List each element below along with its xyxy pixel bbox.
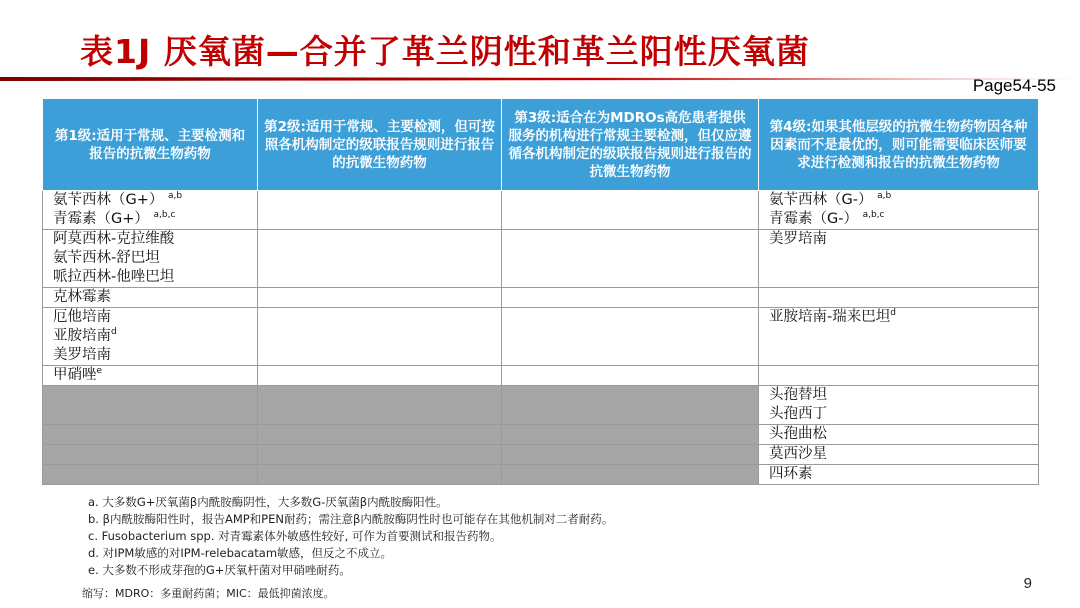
tier4-cell [759,308,1039,366]
grey-cell [502,445,759,465]
grey-cell [43,445,258,465]
tier3-header: 第3级:适合在为MDROs高危患者提供服务的机构进行常规主要检测，但仅应遵循各机构制定的级联报告规则进行报告的抗微生物药物 [502,99,759,191]
grey-cell [502,386,759,425]
tier4-cell [759,230,1039,288]
table-row [43,366,1039,386]
tier4-cell [759,465,1039,485]
tier3-cell [502,191,759,230]
tier2-header: 第2级:适用于常规、主要检测，但可按照各机构制定的级联报告规则进行报告的抗微生物药物 [258,99,502,191]
footnote-c: c. Fusobacterium spp. 对青霉素体外敏感性较好, 可作为首要测试和报告药物。 [88,529,502,543]
grey-cell [502,425,759,445]
drug-entry: 青霉素（G-） $^{a,b,c}$ [769,210,885,227]
page-reference: Page54-55 [972,76,1056,95]
footnote-d: d. 对IPM敏感的对IPM-relebacatam敏感，但反之不成立。 [88,546,393,560]
drug-entry: 甲硝唑$^e$ [53,366,103,383]
tier4-cell [759,445,1039,465]
tier3-cell [502,308,759,366]
tier2-cell [258,191,502,230]
table-row [43,230,1039,288]
footnote-b: b. β内酰胺酶阳性时，报告AMP和PEN耐药；需注意β内酰胺酶阴性时也可能存在其他机制对二者耐药。 [88,512,614,526]
drug-entry: 青霉素（G+） $^{a,b,c}$ [53,210,176,227]
footnotes [88,494,613,579]
tier1-cell [43,366,258,386]
title-underline [0,76,1080,82]
grey-cell [258,386,502,425]
table-row-grey [43,445,1039,465]
grey-cell [258,445,502,465]
drug-entry: 氨苄西林（G+） $^{a,b}$ [53,191,183,208]
drug-entry: 美罗培南 [53,347,111,363]
table-row [43,288,1039,308]
tier2-cell [258,308,502,366]
tier1-cell [43,191,258,230]
tier4-cell [759,386,1039,425]
grey-cell [43,425,258,445]
grey-cell [502,465,759,485]
grey-cell [258,465,502,485]
slide-title: 表1J 厌氧菌—合并了革兰阴性和革兰阳性厌氧菌 [80,32,810,71]
drug-entry: 哌拉西林-他唑巴坦 [53,269,175,285]
antimicrobial-tier-table [42,98,1039,485]
drug-entry: 克林霉素 [53,289,111,305]
tier3-cell [502,230,759,288]
footnote-a: a. 大多数G+厌氧菌β内酰胺酶阴性，大多数G-厌氧菌β内酰胺酶阳性。 [88,495,448,509]
drug-entry: 亚胺培南$^d$ [53,327,117,344]
table-row-grey [43,425,1039,445]
footnote-e: e. 大多数不形成芽孢的G+厌氧杆菌对甲硝唑耐药。 [88,563,351,577]
tier2-cell [258,230,502,288]
table-header-row [43,99,1039,191]
page-number: 9 [1023,575,1032,592]
tier1-cell [43,288,258,308]
tier3-cell [502,366,759,386]
table-row [43,191,1039,230]
grey-cell [43,465,258,485]
grey-cell [258,425,502,445]
drug-entry: 阿莫西林-克拉维酸 [53,231,175,247]
drug-entry: 亚胺培南-瑞来巴坦$^d$ [769,308,896,325]
drug-entry: 氨苄西林（G-） $^{a,b}$ [769,191,892,208]
drug-entry: 美罗培南 [769,231,827,247]
table-row-grey [43,386,1039,425]
tier2-cell [258,288,502,308]
drug-entry: 莫西沙星 [769,446,827,462]
tier1-header: 第1级:适用于常规、主要检测和报告的抗微生物药物 [43,99,258,191]
drug-entry: 头孢替坦 [769,387,827,403]
tier4-cell [759,191,1039,230]
grey-cell [43,386,258,425]
tier4-header: 第4级:如果其他层级的抗微生物药物因各种因素而不是最优的，则可能需要临床医师要求进行检测和报告的抗微生物药物 [759,99,1039,191]
abbreviation-note: 缩写：MDRO：多重耐药菌；MIC：最低抑菌浓度。 [82,587,335,600]
tier1-cell [43,230,258,288]
drug-entry: 头孢西丁 [769,406,827,422]
table-row [43,308,1039,366]
tier1-cell [43,308,258,366]
tier4-cell [759,425,1039,445]
table-row-grey [43,465,1039,485]
drug-entry: 头孢曲松 [769,426,827,442]
drug-entry: 厄他培南 [53,309,111,325]
tier4-cell [759,288,1039,308]
tier3-cell [502,288,759,308]
drug-entry: 氨苄西林-舒巴坦 [53,250,160,266]
tier4-cell [759,366,1039,386]
drug-entry: 四环素 [769,466,813,482]
tier2-cell [258,366,502,386]
